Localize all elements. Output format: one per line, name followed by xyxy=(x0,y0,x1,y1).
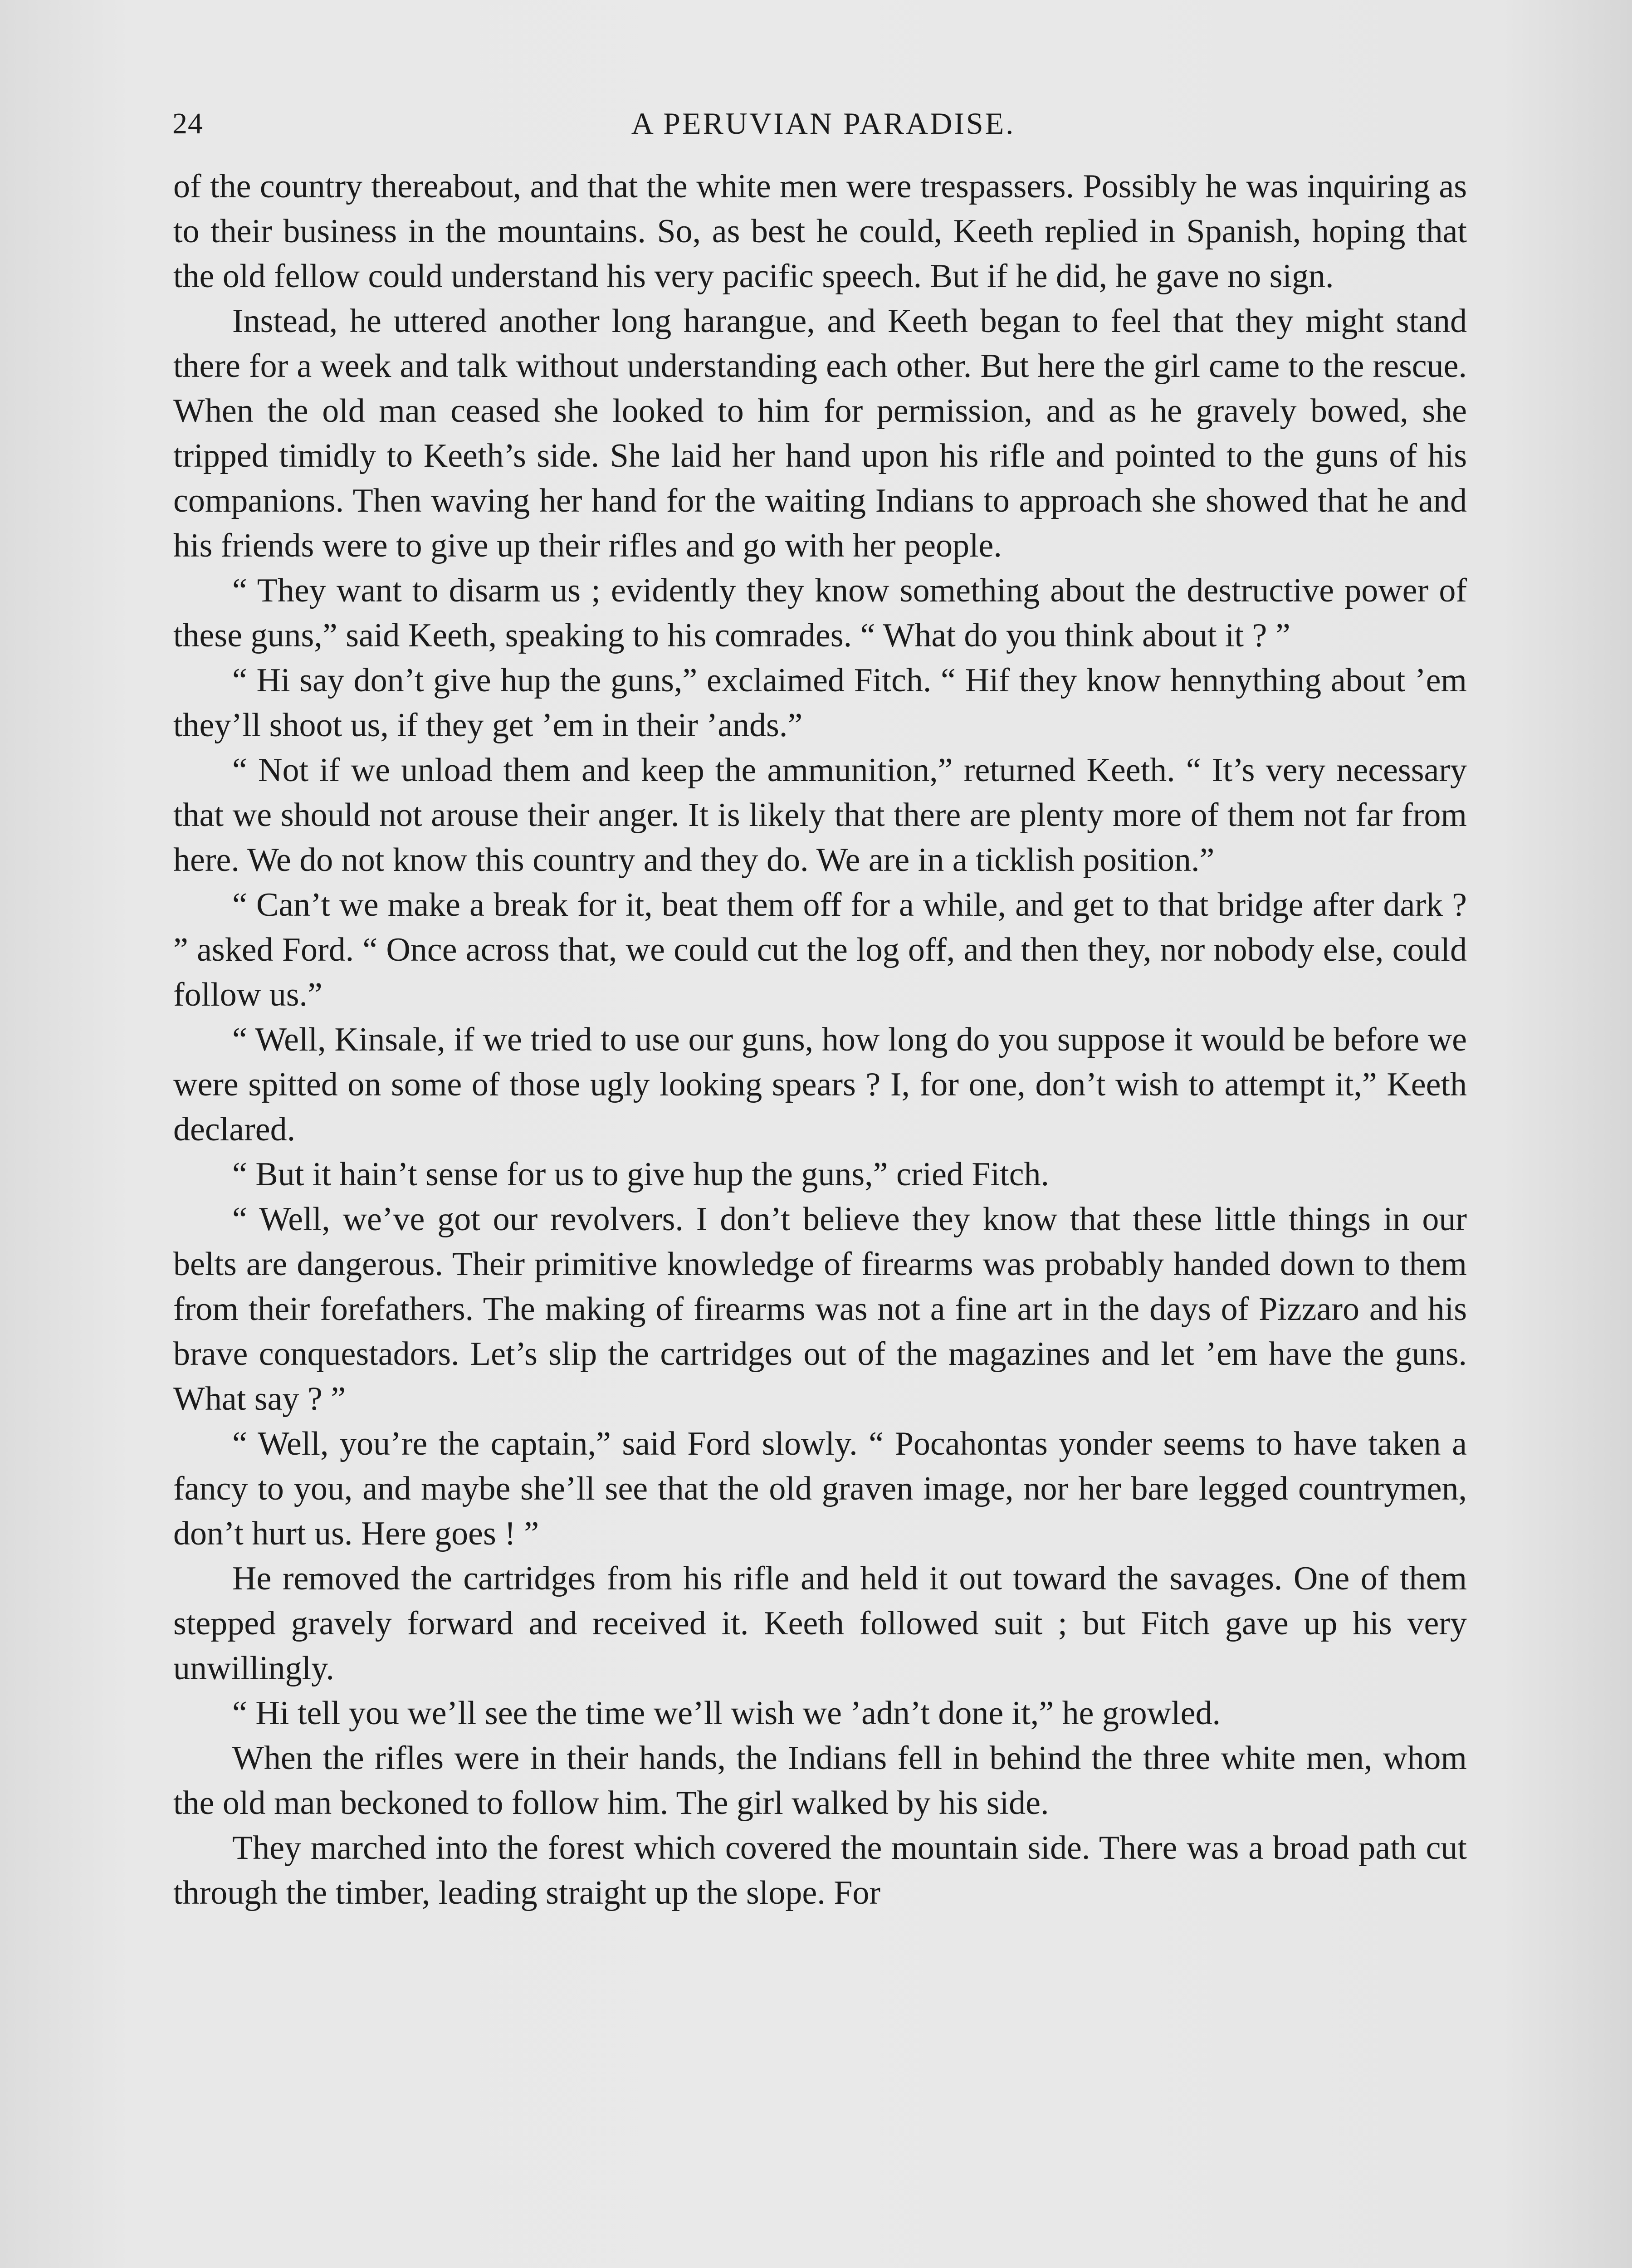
paragraph: of the country thereabout, and that the white men were trespassers. Possibly he was inquiring as to their business in the mountains. So, as best he could, Keeth replied in Spanish, hoping that the old fellow could understand his very pacific speech. But if he did, he gave no sign. xyxy=(173,168,1467,295)
paragraph: “ Not if we unload them and keep the ammunition,” returned Keeth. “ It’s very necessary that we should not arouse their anger. It is likely that there are plenty more of them not far from here. We do not know this country and they do. We are in a ticklish position.” xyxy=(173,752,1467,879)
paragraph: When the rifles were in their hands, the Indians fell in behind the three white men, whom the old man beckoned to follow him. The girl walked by his side. xyxy=(173,1740,1467,1822)
paragraph: Instead, he uttered another long harangue, and Keeth began to feel that they might stand there for a week and talk without understanding each other. But here the girl came to the rescue. When the old man ceased she looked to him for permission, and as he gravely bowed, she tripped timidly to Keeth’s side. She laid her hand upon his rifle and pointed to the guns of his companions. Then waving her hand for the waiting Indians to approach she showed that he and his friends were to give up their rifles and go with her people. xyxy=(173,303,1467,564)
paragraph: “ But it hain’t sense for us to give hup the guns,” cried Fitch. xyxy=(232,1156,1050,1193)
paragraph: “ Hi tell you we’ll see the time we’ll wish we ’adn’t done it,” he growled. xyxy=(232,1695,1221,1732)
paragraph: “ Hi say don’t give hup the guns,” exclaimed Fitch. “ Hif they know hennything about ’em they’ll shoot us, if they get ’em in their ’ands.” xyxy=(173,662,1467,744)
paragraph: “ Well, we’ve got our revolvers. I don’t believe they know that these little things in our belts are dangerous. Their primitive knowledge of firearms was probably handed down to them from their forefathers. The making of firearms was not a fine art in the days of Pizzaro and his brave conquestadors. Let’s slip the cartridges out of the magazines and let ’em have the guns. What say ? ” xyxy=(173,1201,1467,1418)
paragraph: He removed the cartridges from his rifle and held it out toward the savages. One of them stepped gravely forward and received it. Keeth followed suit ; but Fitch gave up his very unwillingly. xyxy=(173,1560,1467,1687)
body-text xyxy=(173,164,1467,1916)
running-head: A PERUVIAN PARADISE. xyxy=(631,106,1016,141)
paragraph: “ They want to disarm us ; evidently they know something about the destructive power of these guns,” said Keeth, speaking to his comrades. “ What do you think about it ? ” xyxy=(173,572,1467,654)
page-header xyxy=(172,98,1474,147)
paragraph: They marched into the forest which covered the mountain side. There was a broad path cut through the timber, leading straight up the slope. For xyxy=(173,1829,1467,1911)
paragraph: “ Can’t we make a break for it, beat them off for a while, and get to that bridge after dark ? ” asked Ford. “ Once across that, we could cut the log off, and then they, nor nobody else, could follow us.” xyxy=(173,886,1467,1013)
paragraph: “ Well, you’re the captain,” said Ford slowly. “ Pocahontas yonder seems to have taken a fancy to you, and maybe she’ll see that the old graven image, nor her bare legged countrymen, don’t hurt us. Here goes ! ” xyxy=(173,1425,1467,1552)
page-number: 24 xyxy=(172,107,203,140)
paragraph: “ Well, Kinsale, if we tried to use our guns, how long do you suppose it would be before we were spitted on some of those ugly looking spears ? I, for one, don’t wish to attempt it,” Keeth declared. xyxy=(173,1021,1467,1148)
